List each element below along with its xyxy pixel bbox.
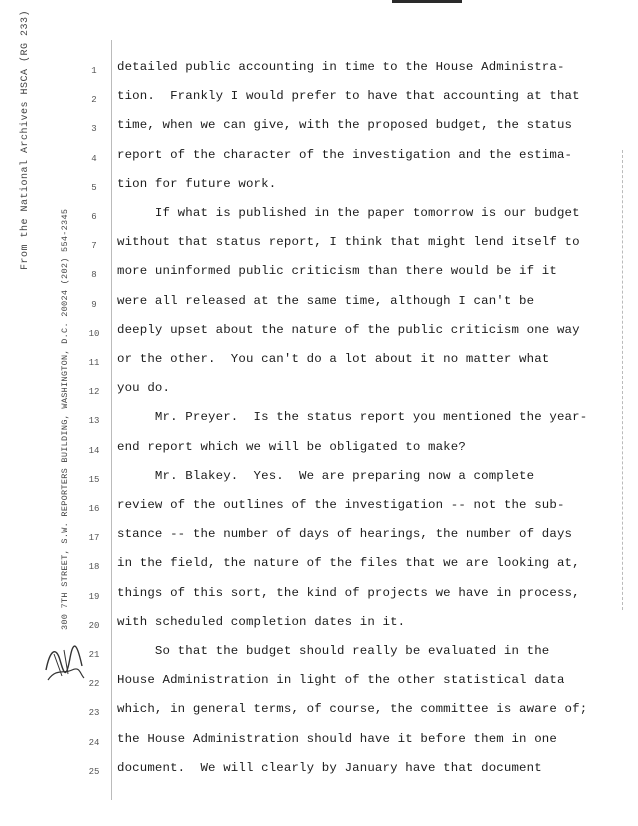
transcript-line: tion for future work. bbox=[117, 176, 277, 191]
line-number: 5 bbox=[91, 182, 97, 193]
line-number: 9 bbox=[91, 299, 97, 310]
line-number: 12 bbox=[88, 387, 100, 398]
right-margin-rule bbox=[622, 150, 624, 610]
line-number: 4 bbox=[91, 153, 97, 164]
transcript-line: more uninformed public criticism than there would be if it bbox=[117, 264, 557, 279]
transcript-line: If what is published in the paper tomorrow is our budget bbox=[117, 206, 580, 220]
transcript-line: Mr. Blakey. Yes. We are preparing now a complete bbox=[117, 468, 535, 483]
transcript-line: in the field, the nature of the files that we are looking at, bbox=[117, 556, 580, 571]
line-number: 7 bbox=[91, 241, 97, 252]
line-number: 15 bbox=[88, 474, 100, 485]
transcript-line: end report which we will be obligated to make? bbox=[117, 439, 466, 454]
transcript-line: report of the character of the investigation and the estima- bbox=[117, 147, 573, 162]
transcript-line: detailed public accounting in time to the House Administra- bbox=[117, 60, 565, 74]
transcript-line: tion. Frankly I would prefer to have that accounting at that bbox=[117, 89, 580, 104]
transcript-line: the House Administration should have it before them in one bbox=[117, 731, 557, 746]
transcript-line: document. We will clearly by January have that document bbox=[117, 760, 542, 775]
reporter-address: 300 7TH STREET, S.W. REPORTERS BUILDING, WASHINGTON, D.C. 20024 (202) 554-2345 bbox=[60, 208, 70, 630]
line-number: 13 bbox=[88, 416, 100, 427]
line-number: 21 bbox=[88, 650, 100, 660]
line-number: 16 bbox=[88, 504, 100, 514]
line-number: 24 bbox=[88, 737, 100, 748]
line-number: 8 bbox=[91, 270, 97, 281]
margin-rule bbox=[111, 40, 112, 800]
transcript-line: stance -- the number of days of hearings, the number of days bbox=[117, 527, 573, 542]
transcript-line: review of the outlines of the investigation -- not the sub- bbox=[117, 498, 565, 512]
line-number: 25 bbox=[88, 766, 100, 777]
transcript-line: with scheduled completion dates in it. bbox=[117, 614, 406, 629]
transcript-line: deeply upset about the nature of the public criticism one way bbox=[117, 322, 580, 337]
transcript-line: Mr. Preyer. Is the status report you mentioned the year- bbox=[117, 410, 588, 425]
line-number: 14 bbox=[88, 445, 100, 456]
archive-stamp: From the National Archives HSCA (RG 233) bbox=[20, 9, 31, 270]
transcript-line: you do. bbox=[117, 381, 171, 396]
transcript-line: House Administration in light of the other statistical data bbox=[117, 673, 565, 688]
transcript-line: things of this sort, the kind of projects we have in process, bbox=[117, 585, 580, 600]
top-edge-mark bbox=[392, 0, 462, 3]
line-number: 3 bbox=[91, 124, 97, 135]
transcript-line: which, in general terms, of course, the committee is aware of; bbox=[117, 702, 588, 717]
line-number: 6 bbox=[91, 212, 97, 222]
line-number: 11 bbox=[88, 358, 100, 368]
line-number: 18 bbox=[88, 562, 100, 573]
line-number: 23 bbox=[88, 708, 100, 719]
transcript-line: were all released at the same time, although I can't be bbox=[117, 293, 535, 308]
line-number: 17 bbox=[88, 533, 100, 544]
line-number: 10 bbox=[88, 328, 100, 339]
line-number: 20 bbox=[88, 620, 100, 631]
line-number: 2 bbox=[91, 95, 97, 106]
line-number: 22 bbox=[88, 679, 100, 690]
line-number: 19 bbox=[88, 591, 100, 602]
transcript-line: time, when we can give, with the proposed budget, the status bbox=[117, 118, 573, 133]
initials-signature bbox=[42, 640, 86, 686]
transcript-line: or the other. You can't do a lot about it no matter what bbox=[117, 352, 550, 366]
line-number: 1 bbox=[91, 66, 97, 76]
transcript-line: So that the budget should really be evaluated in the bbox=[117, 644, 550, 658]
transcript-line: without that status report, I think that might lend itself to bbox=[117, 235, 580, 250]
